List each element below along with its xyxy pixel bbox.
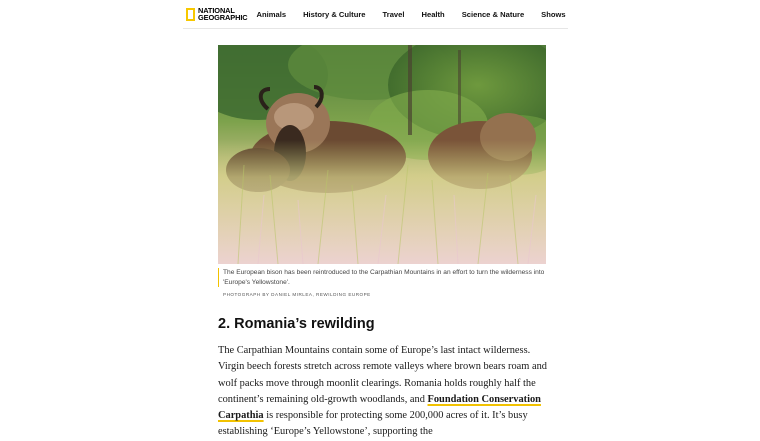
nav-travel[interactable]: Travel [382, 9, 405, 19]
hero-caption [218, 268, 546, 287]
section-heading: 2. Romania’s rewilding [218, 316, 375, 332]
foundation-conservation-carpathia-link[interactable]: Foundation Conservation Carpathia [218, 393, 541, 422]
paragraph-text-start: The Carpathian Mountains contain some of Europe’s last intact wilderness. Virgin beech forests stretch across remote valleys where brown bears roam and wolf packs move through moonlit clearings. Romania holds roughly half the continent’s remaining old-growth woodlands, and [218, 345, 547, 405]
paragraph-text-end: is responsible for protecting some 200,000 acres of it. It’s busy establishing ‘Europe’s Yellowstone’, supporting the [218, 410, 528, 438]
bison-photo [218, 45, 546, 264]
nav-science-nature[interactable]: Science & Nature [461, 9, 525, 19]
nav-health[interactable]: Health [421, 9, 445, 19]
logo-line-2: GEOGRAPHIC [198, 13, 248, 22]
nav-history-culture[interactable]: History & Culture [303, 9, 366, 19]
hero-image-bison [218, 45, 546, 264]
site-header [183, 0, 568, 29]
logo-line-1: NATIONAL [198, 5, 235, 15]
natgeo-logo[interactable] [186, 0, 248, 28]
nav-shows[interactable]: Shows [541, 9, 566, 19]
article-paragraph [218, 343, 550, 441]
caption-text: The European bison has been reintroduced to the Carpathian Mountains in an effort to turn the wilderness into 'Europe's Yellowstone'. [223, 269, 545, 286]
yellow-border-icon [186, 8, 195, 21]
main-nav [257, 10, 583, 19]
nav-animals[interactable]: Animals [256, 9, 287, 19]
logo-wordmark [198, 7, 248, 22]
photo-credit: PHOTOGRAPH BY DANIEL MIRLEA, REWILDING EUROPE [223, 292, 371, 297]
